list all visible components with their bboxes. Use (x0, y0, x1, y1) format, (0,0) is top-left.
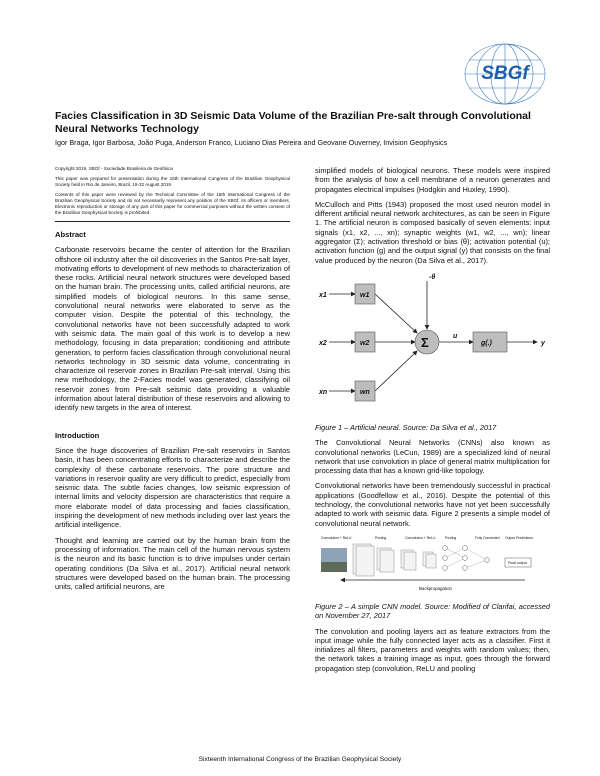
prepared-note: This paper was prepared for presentation during the 16th International Congress of the Brazilian Geophysical Society held in Rio de Janeiro, Brazil, 19-22 August 2019. (55, 176, 290, 187)
bias-theta: -θ (429, 273, 436, 281)
paper-authors: Igor Braga, Igor Barbosa, João Puga, Anderson Franco, Luciano Dias Pereira and Geovane Ouverney, Invision Geophysics (55, 138, 448, 147)
activation-function-label: g(.) (481, 339, 492, 347)
abstract-heading: Abstract (55, 230, 86, 239)
final-output-label: Final output (508, 560, 527, 565)
input-xn: xn (319, 388, 328, 396)
introduction-p2: Thought and learning are carried out by the human brain from the processing of information. The main cell of the human nervous system is the neuron and its basic function is to drive impulses under certain operating conditions (Da Silva et al., 2017). Artificial neural network structures were developed based on the human brain. The processing units, called artificial neurons, are (55, 535, 290, 592)
introduction-p1: Since the huge discoveries of Brazilian Pre-salt reservoirs in Santos basin, it has been concentrating efforts to characterize and describe the complexity of these carbonate reservoirs. The pore structure and variations in reservoir quality are very difficult to predict, especially from seismic data. The subtle facies changes, low seismic expression of internal limits and velocity dispersion are characteristics that require a more elaborate model of data processing and facies classification, inspiring the development of new methods including over last years the artificial intelligence. (55, 445, 290, 530)
weight-w1: w1 (360, 291, 370, 299)
sum-symbol: Σ (421, 334, 429, 350)
introduction-heading: Introduction (55, 430, 100, 440)
cnn-label-pool1: Pooling (375, 535, 387, 540)
figure-2 (315, 534, 550, 600)
abstract-text: Carbonate reservoirs became the center of attention for the Brazilian offshore oil industry after the oil discoveries in the Santos Pre-salt layer, motivating efforts to development of new methods to characterization of these rocks. Artificial neural network structures were developed based on the human brain. The processing units, called artificial neurons, are simplified models of biological neurons. In this same sense, convolutional neural networks were elaborated to serve as the computer vision. Despite the potential of this technology, the convolutional networks have not been successfully adapted to work with seismic data. The main goal of this work is to develop a new methodology, focusing in data preparation; conditioning and attribute generation, to perform facies classification through convolutional neural networks technology in 3D seismic data volume, concentrating in characterize oil reservoir zones in Brazilian Pre-salt interval. Using this new methodology, the 2-Facies model was generated, classifying oil reservoir zones from Pre-salt seismic data providing a valuable information about lateral distribution of these reservoirs and allowing to identify new targets in the area of interest. (55, 245, 290, 413)
right-p5: The convolution and pooling layers act as feature extractors from the input image while the fully connected layer acts as a classifier. First it initializes all filters, parameters and weights with random values; then, the network takes a training image as input, goes through the forward propagation step (convolution, ReLU and pooling (315, 626, 550, 673)
cnn-label-conv1: Convolution + ReLU (321, 535, 352, 540)
activation-potential-u: u (453, 332, 458, 340)
input-x2: x2 (319, 339, 327, 347)
figure-2-caption: Figure 2 – A simple CNN model. Source: Modified of Clarifai, accessed on November 27, 2017 (315, 601, 550, 621)
weight-wn: wn (360, 388, 370, 396)
copyright-note: Copyright 2019, SBGf - Sociedade Brasileira de Geofísica (55, 166, 173, 171)
left-column (55, 166, 290, 597)
review-note: Contents of this paper were reviewed by the Technical Committee of the 16th International Congress of the Brazilian Geophysical Society and do not necessarily represent any position of the SBGf, its officers or members. Electronic reproduction or storage of any part of this paper for commercial purposes without the written consent of the Brazilian Geophysical Society is prohibited. (55, 192, 290, 215)
page-footer: Sixteenth International Congress of the Brazilian Geophysical Society (198, 756, 402, 763)
right-column (315, 166, 550, 679)
figure-1-caption: Figure 1 – Artificial neural. Source: Da Silva et al., 2017 (315, 422, 497, 432)
cnn-label-fc: Fully Connected (475, 535, 500, 540)
output-y: y (541, 339, 545, 347)
sbgf-logo (455, 38, 555, 110)
figure-1 (315, 271, 550, 421)
input-x1: x1 (319, 291, 327, 299)
backprop-label: Backpropagation (419, 585, 452, 591)
cnn-label-conv2: Convolution + ReLU (405, 535, 436, 540)
paper-title: Facies Classification in 3D Seismic Data Volume of the Brazilian Pre-salt through Convolutional Neural Networks Technology (55, 110, 531, 135)
logo-text: SBGf (481, 63, 529, 84)
right-p2: McCulloch and Pitts (1943) proposed the most used neuron model in different artificial neural network architectures, as can be seen in Figure 1. The artificial neuron is composed basically of seven elements: input signals (x1, x2, ..., xn); synaptic weights (w1, w2, ..., wn); linear aggregator (Σ); activation threshold or bias (θ); activation potential (u); activation function (g) and the output signal (y) that consists on the final value produced by the neuron (Da Silva et al., 2017). (315, 199, 550, 265)
divider (55, 221, 290, 222)
right-p4: Convolutional networks have been tremendously successful in practical applications (Goodfellow et al., 2016). Despite the potential of this technology, the convolutional networks have not yet been successfully adapted to work with seismic data. Figure 2 presents a simple model of convolutional neural network. (315, 481, 550, 528)
weight-w2: w2 (360, 339, 370, 347)
right-p1: simplified models of biological neurons. These models were inspired from the analysis of how a cell membrane of a neuron generates and propagates electrical impulses (Hodgkin and Huxley, 1990). (315, 166, 550, 194)
right-p3: The Convolutional Neural Networks (CNNs) also known as convolutional networks (LeCun, 1989) are a specialized kind of neural network that use convolution in place of general matrix multiplication for processing data that has a known grid-like topology. (315, 438, 550, 476)
cnn-label-output: Output Predictions (505, 535, 533, 540)
cnn-label-pool2: Pooling (445, 535, 457, 540)
